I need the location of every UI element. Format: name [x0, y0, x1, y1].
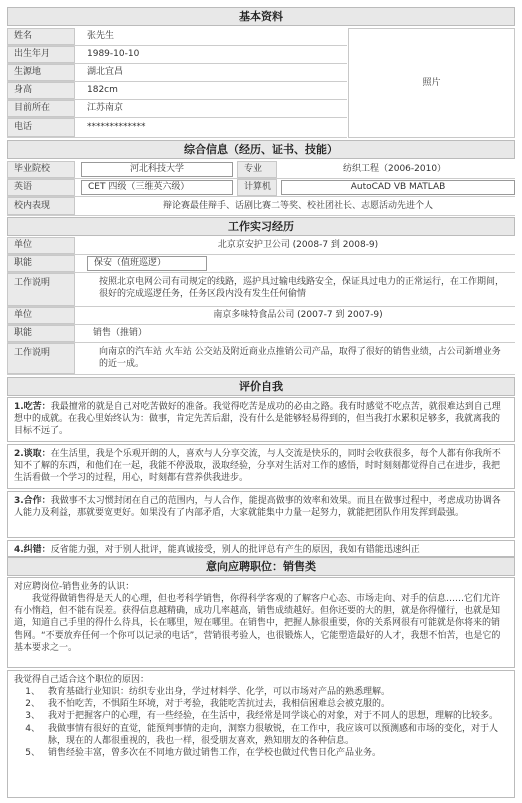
campus-label: 校内表现	[7, 197, 75, 215]
birth-value: 1989-10-10	[87, 49, 140, 60]
origin-value: 湖北宜昌	[87, 67, 124, 78]
name-label: 姓名	[7, 28, 75, 45]
english-value: CET 四级（三维英六级）	[81, 180, 233, 195]
school-value: 河北科技大学	[81, 162, 233, 177]
reason-item: 5、 销售经验丰富，曾多次在不同地方做过销售工作，在学校也做过代售日化产品业务。	[25, 747, 382, 758]
eval-item-learning-head: 2.谈取：	[14, 449, 51, 459]
campus-value: 辩论赛最佳辩手、话剧比赛二等奖、校社团社长、志愿活动先进个人	[162, 200, 433, 211]
location-label: 目前所在	[7, 100, 75, 117]
basic-row-birth	[7, 46, 347, 64]
job2-desc-label: 工作说明	[7, 343, 75, 374]
school-row	[7, 161, 515, 179]
reason-item: 3、 我对于把握客户的心理，有一些经验，在生活中，我经常是同学谈心的对象，对于不同人的思想，理解的比较多。	[25, 711, 499, 722]
major-value: 纺织工程（2006-2010）	[343, 164, 447, 175]
job1-desc-row	[7, 273, 515, 307]
overall-info-header: 综合信息（经历、证书、技能）	[7, 140, 515, 159]
phone-value: *************	[87, 122, 146, 133]
intent-understanding	[7, 577, 515, 668]
job2-unit-row	[7, 307, 515, 325]
job1-desc-label: 工作说明	[7, 273, 75, 306]
eval-item-correction-head: 4.纠错：	[14, 545, 51, 555]
basic-row-phone	[7, 118, 347, 138]
job1-unit-value: 北京京安护卫公司 (2008-7 到 2008-9)	[217, 240, 379, 251]
intent-reasons	[7, 670, 515, 798]
job2-unit-label: 单位	[7, 307, 75, 324]
height-value: 182cm	[87, 85, 118, 96]
basic-row-name	[7, 28, 347, 46]
job2-desc-row	[7, 343, 515, 375]
job2-role-row	[7, 325, 515, 343]
school-label: 毕业院校	[7, 161, 75, 178]
eval-item-hardship	[7, 397, 515, 442]
eval-item-hardship-head: 1.吃苦：	[14, 402, 51, 412]
reason-item: 4、 我做事情有很好的直觉，能预判事情的走向，洞察力很敏锐，在工作中，我应该可以预测感和市场的变化，对于人脉，现在的人都很重视的，我也一样，很受朋友喜欢，熟知朋友的各种信息。	[25, 723, 499, 746]
intent-intro: 对应聘岗位-销售业务的认识：	[14, 582, 135, 592]
english-label: 英语	[7, 179, 75, 196]
intent-header: 意向应聘职位：销售类	[7, 557, 515, 576]
origin-label: 生源地	[7, 64, 75, 81]
eval-item-correction	[7, 540, 515, 557]
photo-label: 照片	[422, 77, 441, 88]
eval-item-learning-body: 在生活里，我是个乐观开朗的人，喜欢与人分享交流，与人交流是快乐的，同时会收获很多，每个人都有你我所不知不了解的东西，和他们在一起，我能不停汲取，汲取经验，分享对生活对工作的感悟，时时刻刻都觉得自己在进步，我把生活看做一个学习的过程，用心，时刻都有营养供我进步。	[14, 449, 501, 484]
eval-item-cooperation-head: 3.合作：	[14, 496, 51, 506]
basic-row-origin	[7, 64, 347, 82]
job1-desc-value: 按照北京电网公司有司规定的线路，巡护具过输电线路安全，保证具过电力的正常运行，在工作期间，很好的完成巡逻任务，任务区段内没有发生任何偷情	[99, 277, 505, 300]
eval-item-learning	[7, 444, 515, 489]
eval-item-cooperation-body: 我做事不太习惯封闭在自己的范围内，与人合作，能提高做事的效率和效果。而且在做事过程中，考虑成功协调各人能力及利益，那就要宽更好。如果没有了内部矛盾，大家就能集中力量一起努力，就能把团队作用发挥到最强。	[14, 496, 501, 519]
job1-unit-row	[7, 237, 515, 255]
job2-role-label: 职能	[7, 325, 75, 342]
self-eval-header: 评价自我	[7, 377, 515, 396]
photo-placeholder	[348, 28, 515, 138]
job1-role-label: 职能	[7, 255, 75, 272]
computer-value: AutoCAD VB MATLAB	[281, 180, 515, 195]
basic-info-header: 基本资料	[7, 7, 515, 26]
major-label: 专业	[237, 161, 277, 178]
eval-item-correction-body: 反省能力强，对于别人批评，能真诚接受，别人的批评总有产生的原因，我如有错能迅速纠正	[50, 545, 420, 555]
reason-item: 2、 我不怕吃苦，不惧陌生环境，对于考验，我能吃苦抗过去，我相信困难总会被克服的。	[25, 699, 391, 710]
eval-item-hardship-body: 我最擅常的就是自己对吃苦做好的准备。我觉得吃苦是成功的必由之路。我有时感觉不吃点苦，就很难达到自己理想中的成就。在我心里始终认为：做事，肯定先苦后甜，没有什么是能够轻易得到的，但当我打水累积足够多，我就离我的目标不远了。	[14, 402, 501, 437]
height-label: 身高	[7, 82, 75, 99]
birth-label: 出生年月	[7, 46, 75, 63]
eval-item-cooperation	[7, 491, 515, 538]
reason-list	[14, 686, 508, 759]
job2-desc-value: 向南京的汽车站 火车站 公交站及附近商业点推销公司产品，取得了很好的销售业绩，占公司新增业务的近一成。	[99, 347, 501, 370]
intent-reasons-head: 我觉得自己适合这个职位的原因：	[14, 675, 150, 685]
name-value: 张先生	[87, 31, 115, 42]
job2-role-value: 销售（推销）	[93, 328, 148, 339]
location-value: 江苏南京	[87, 103, 124, 114]
basic-row-height	[7, 82, 347, 100]
job1-unit-label: 单位	[7, 237, 75, 254]
job1-role-row	[7, 255, 515, 273]
reason-item: 1、 教育基础行业知识：纺织专业出身，学过材料学、化学，可以市场对产品的熟悉理解。	[25, 687, 391, 698]
intent-paragraph: 我觉得做销售得是天人的心理，但也考科学销售，你得科学客观的了解客户心态、市场走向、对手的信息……它们尤许有小惰趋，但不能有误差。获得信息越精确，成功几率越高，销售成绩越好。但你还要的大的胆，就是你得懂行，也就是知道，知道自己手里的得什么待具，长在哪里，短在哪里。在销售中，把握人脉很重要，你的关系网很有可能就是你将来的销售网。“不要放弃任何一个你可以记录的电话”，营销很考验人，也很锻炼人，它能塑造最好的人才，我想不怕苦，也是它的基本要求之一。	[14, 594, 501, 653]
basic-row-location	[7, 100, 347, 118]
phone-label: 电话	[7, 118, 75, 137]
english-row	[7, 179, 515, 197]
job2-unit-value: 南京多味特食品公司 (2007-7 到 2007-9)	[213, 310, 383, 321]
computer-label: 计算机	[237, 179, 277, 196]
job1-role-value: 保安（值班巡逻）	[87, 256, 207, 271]
work-header: 工作实习经历	[7, 217, 515, 236]
campus-row	[7, 197, 515, 216]
